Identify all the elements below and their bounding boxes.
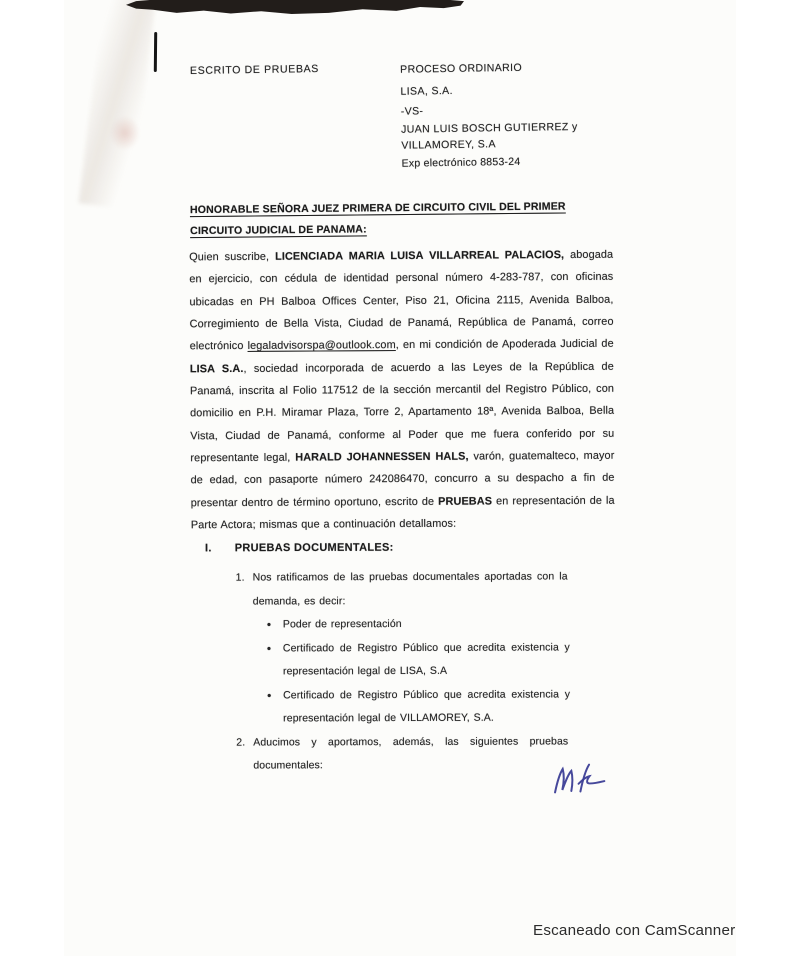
section-numeral: I. bbox=[204, 542, 212, 555]
versus-label: -VS- bbox=[400, 105, 424, 118]
evidence-section-heading bbox=[205, 542, 394, 555]
bullet-text: Certificado de Registro Público que acredita existencia y representación legal de LISA, S.A bbox=[282, 640, 570, 678]
handwritten-initials-mark bbox=[548, 756, 610, 802]
body-paragraph bbox=[189, 244, 615, 537]
bullet-item bbox=[267, 612, 570, 637]
attorney-name: LICENCIADA MARIA LUISA VILLARREAL PALACIOS, bbox=[275, 248, 565, 263]
case-type-label: PROCESO ORDINARIO bbox=[400, 61, 523, 76]
pen-mark bbox=[154, 32, 157, 72]
paragraph-segment: , en mi condición de Apoderada Judicial de bbox=[395, 337, 614, 352]
list-item bbox=[236, 565, 570, 613]
bullet-item bbox=[267, 683, 570, 731]
bullet-item bbox=[267, 636, 570, 684]
scan-smudge bbox=[110, 116, 140, 150]
pruebas-emphasis: PRUEBAS bbox=[438, 495, 493, 508]
bullet-marker: • bbox=[267, 687, 272, 702]
salutation-line-2: CIRCUITO JUDICIAL DE PANAMA: bbox=[190, 222, 367, 237]
item-text: Aducimos y aportamos, además, las siguientes pruebas documentales: bbox=[253, 734, 569, 772]
plaintiff-company-name: LISA S.A. bbox=[189, 362, 244, 375]
legal-representative-name: HARALD JOHANNESSEN HALS, bbox=[295, 450, 469, 464]
paragraph-segment: abogada en ejercicio, con cédula de identidad personal número 4-283-787, con oficinas ubicadas en PH Balboa Offices Center, Piso 21, Oficina 2115, Avenida Balboa, Corregimiento de Bella Vista, Ciudad de Panamá, República de Panamá, correo electrónico bbox=[189, 248, 614, 353]
item-number: 2. bbox=[236, 736, 246, 749]
paragraph-segment: en representación de la Parte Actora; mismas que a continuación detallamos: bbox=[190, 494, 615, 532]
item-number: 1. bbox=[235, 571, 245, 584]
salutation-line-1: HONORABLE SEÑORA JUEZ PRIMERA DE CIRCUITO CIVIL DEL PRIMER bbox=[189, 200, 566, 217]
plaintiff-name: LISA, S.A. bbox=[400, 84, 453, 98]
bullet-text: Poder de representación bbox=[282, 618, 402, 631]
item-text: Nos ratificamos de las pruebas documentales aportadas con la demanda, es decir: bbox=[252, 570, 568, 608]
defendant-name-line2: VILLAMOREY, S.A bbox=[401, 138, 496, 152]
document-title: ESCRITO DE PRUEBAS bbox=[189, 62, 320, 78]
evidence-list bbox=[236, 565, 571, 778]
bullet-marker: • bbox=[266, 640, 272, 655]
list-item bbox=[236, 730, 570, 778]
paragraph-segment: varón, guatemalteco, mayor de edad, con pasaporte número 242086470, concurro a su despacho a fin de presentar dentro de término oportuno, escrito de bbox=[190, 449, 615, 509]
section-title: PRUEBAS DOCUMENTALES: bbox=[234, 541, 394, 555]
salutation-heading bbox=[190, 196, 630, 241]
camscanner-watermark: Escaneado con CamScanner bbox=[533, 922, 736, 939]
bullet-text: Certificado de Registro Público que acredita existencia y representación legal de VILLAMOREY, S.A. bbox=[283, 687, 571, 725]
bullet-marker: • bbox=[266, 617, 272, 632]
paragraph-segment: Quien suscribe, bbox=[189, 250, 276, 264]
paragraph-segment: , sociedad incorporada de acuerdo a las Leyes de la República de Panamá, inscrita al Folio 117512 de la sección mercantil del Registro Público, con domicilio en P.H. Miramar Plaza, Torre 2, Apartamento 18ª, Avenida Balboa, Bella Vista, Ciudad de Panamá, conforme al Poder que me fuera conferido por su representante legal, bbox=[189, 360, 615, 465]
email-address: legaladvisorspa@outlook.com bbox=[247, 339, 396, 353]
defendant-name-line1: JUAN LUIS BOSCH GUTIERREZ y bbox=[400, 120, 578, 136]
case-file-number: Exp electrónico 8853-24 bbox=[401, 155, 521, 170]
